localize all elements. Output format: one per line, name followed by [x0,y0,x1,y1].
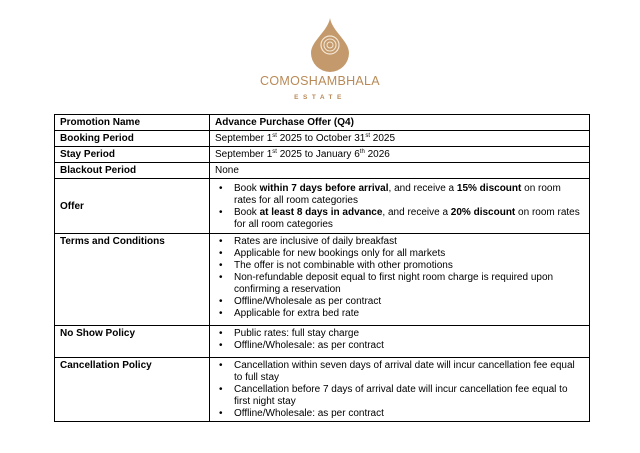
row-label: Cancellation Policy [55,358,210,422]
row-label: Offer [55,179,210,234]
list-item: • Book within 7 days before arrival, and receive a 15% discount on room rates for all room categories [215,183,584,207]
promotion-table [54,114,590,422]
list-item: • Applicable for new bookings only for all markets [215,248,584,260]
list-item: • Non-refundable deposit equal to first night room charge is required upon confirming a reservation [215,272,584,296]
table-row [55,131,590,147]
row-label: Promotion Name [55,115,210,131]
list-item: • Public rates: full stay charge [215,328,584,340]
row-label: Stay Period [55,147,210,163]
row-label: Booking Period [55,131,210,147]
list-item: • Offline/Wholesale as per contract [215,296,584,308]
list-item: • Offline/Wholesale: as per contract [215,408,584,420]
table-row [55,147,590,163]
blackout-period-value: None [210,163,590,179]
brand-name: COMOSHAMBHALA [260,74,380,88]
table-row [55,179,590,234]
promotion-name-value: Advance Purchase Offer (Q4) [210,115,590,131]
brand-subtitle: ESTATE [294,94,346,101]
booking-period-value: September 1st 2025 to October 31st 2025 [210,131,590,147]
table-row [55,163,590,179]
table-row [55,234,590,326]
row-label: No Show Policy [55,326,210,358]
list-item: • Rates are inclusive of daily breakfast [215,236,584,248]
row-label: Terms and Conditions [55,234,210,326]
row-label: Blackout Period [55,163,210,179]
list-item: • Book at least 8 days in advance, and receive a 20% discount on room rates for all room categories [215,207,584,231]
list-item: • Cancellation within seven days of arrival date will incur cancellation fee equal to full stay [215,360,584,384]
terms-value [210,234,590,326]
table-row [55,326,590,358]
list-item: • The offer is not combinable with other promotions [215,260,584,272]
stay-period-value: September 1st 2025 to January 6th 2026 [210,147,590,163]
no-show-value [210,326,590,358]
list-item: • Cancellation before 7 days of arrival date will incur cancellation fee equal to first night stay [215,384,584,408]
list-item: • Applicable for extra bed rate [215,308,584,320]
list-item: • Offline/Wholesale: as per contract [215,340,584,352]
cancellation-value [210,358,590,422]
drop-emblem-icon [309,17,351,73]
table-row [55,115,590,131]
offer-value [210,179,590,234]
table-row [55,358,590,422]
logo [0,0,640,112]
